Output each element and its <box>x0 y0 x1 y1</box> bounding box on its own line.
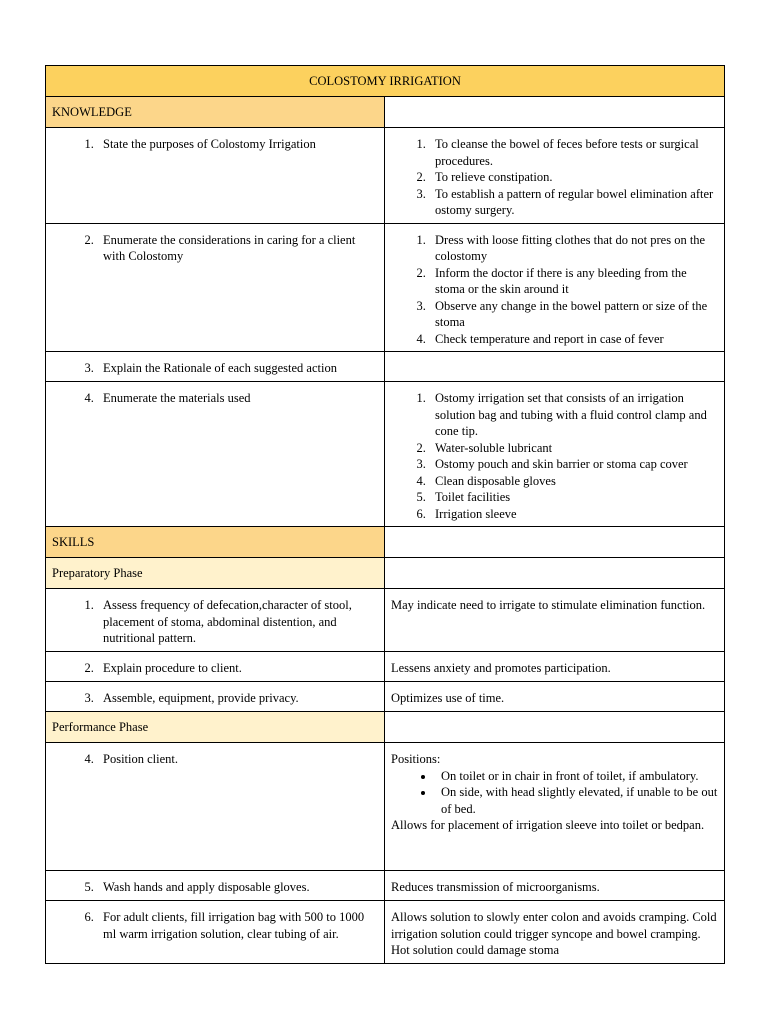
rationale-text: May indicate need to irrigate to stimulate elimination function. <box>391 598 706 612</box>
step-text: 2. Explain procedure to client. <box>97 660 378 677</box>
step-cell <box>46 589 385 652</box>
question-cell <box>46 352 385 382</box>
answer-cell <box>385 352 725 382</box>
rationale-block <box>385 743 724 838</box>
list-item: 2. Water-soluble lubricant <box>429 440 718 457</box>
step-cell <box>46 901 385 964</box>
table-row <box>46 589 725 652</box>
rationale-text: Optimizes use of time. <box>391 691 505 705</box>
step-text: 1. Assess frequency of defecation,character of stool, placement of stoma, abdominal distention, and nutritional pattern. <box>97 597 378 647</box>
step-cell <box>46 682 385 712</box>
rationale-text: Reduces transmission of microorganisms. <box>391 880 600 894</box>
table-row <box>46 871 725 901</box>
step-text: 4. Position client. <box>97 751 378 768</box>
list-item: 2. To relieve constipation. <box>429 169 718 186</box>
table-row <box>46 352 725 382</box>
rationale-cell <box>385 652 725 682</box>
list-item: 3. Observe any change in the bowel pattern or size of the stoma <box>429 298 718 331</box>
list-item: 2. Inform the doctor if there is any bleeding from the stoma or the skin around it <box>429 265 718 298</box>
colostomy-irrigation-table <box>45 65 725 964</box>
step-cell <box>46 743 385 871</box>
table-row <box>46 382 725 527</box>
answer-cell <box>385 128 725 224</box>
question-text: 2. Enumerate the considerations in caring for a client with Colostomy <box>97 232 378 265</box>
question-cell <box>46 128 385 224</box>
table-row <box>46 901 725 964</box>
table-title: COLOSTOMY IRRIGATION <box>46 66 725 97</box>
table-row <box>46 652 725 682</box>
skills-heading: SKILLS <box>46 527 385 558</box>
list-item: • On toilet or in chair in front of toilet, if ambulatory. <box>435 768 718 785</box>
table-row <box>46 682 725 712</box>
step-text: 3. Assemble, equipment, provide privacy. <box>97 690 378 707</box>
empty-cell <box>385 97 725 128</box>
rationale-cell <box>385 871 725 901</box>
question-text: 3. Explain the Rationale of each suggested action <box>97 360 378 377</box>
question-text: 4. Enumerate the materials used <box>97 390 378 407</box>
step-cell <box>46 871 385 901</box>
question-cell <box>46 223 385 352</box>
list-item: 3. To establish a pattern of regular bowel elimination after ostomy surgery. <box>429 186 718 219</box>
step-text: 6. For adult clients, fill irrigation bag with 500 to 1000 ml warm irrigation solution, clear tubing of air. <box>97 909 378 942</box>
table-row <box>46 223 725 352</box>
knowledge-heading: KNOWLEDGE <box>46 97 385 128</box>
answer-cell <box>385 223 725 352</box>
positions-label: Positions: <box>391 752 441 766</box>
list-item: 1. Dress with loose fitting clothes that do not pres on the colostomy <box>429 232 718 265</box>
question-cell <box>46 382 385 527</box>
rationale-cell <box>385 901 725 964</box>
empty-cell <box>385 527 725 558</box>
list-item: 6. Irrigation sleeve <box>429 506 718 523</box>
rationale-cell <box>385 589 725 652</box>
rationale-text: Allows solution to slowly enter colon and avoids cramping. Cold irrigation solution could trigger syncope and bowel cramping. Hot solution could damage stoma <box>391 910 717 957</box>
performance-phase-heading: Performance Phase <box>46 712 385 743</box>
question-text: 1. State the purposes of Colostomy Irrigation <box>97 136 378 153</box>
step-cell <box>46 652 385 682</box>
step-text: 5. Wash hands and apply disposable gloves. <box>97 879 378 896</box>
preparatory-phase-heading: Preparatory Phase <box>46 558 385 589</box>
rationale-text: Allows for placement of irrigation sleeve into toilet or bedpan. <box>391 818 705 832</box>
rationale-cell <box>385 743 725 871</box>
rationale-cell <box>385 682 725 712</box>
list-item: 1. To cleanse the bowel of feces before tests or surgical procedures. <box>429 136 718 169</box>
empty-cell <box>385 712 725 743</box>
list-item: 3. Ostomy pouch and skin barrier or stoma cap cover <box>429 456 718 473</box>
list-item: 1. Ostomy irrigation set that consists of an irrigation solution bag and tubing with a fluid control clamp and cone tip. <box>429 390 718 440</box>
rationale-text: Lessens anxiety and promotes participation. <box>391 661 611 675</box>
table-row <box>46 128 725 224</box>
list-item: 5. Toilet facilities <box>429 489 718 506</box>
table-row <box>46 743 725 871</box>
list-item: • On side, with head slightly elevated, if unable to be out of bed. <box>435 784 718 817</box>
list-item: 4. Clean disposable gloves <box>429 473 718 490</box>
answer-cell <box>385 382 725 527</box>
empty-cell <box>385 558 725 589</box>
list-item: 4. Check temperature and report in case of fever <box>429 331 718 348</box>
